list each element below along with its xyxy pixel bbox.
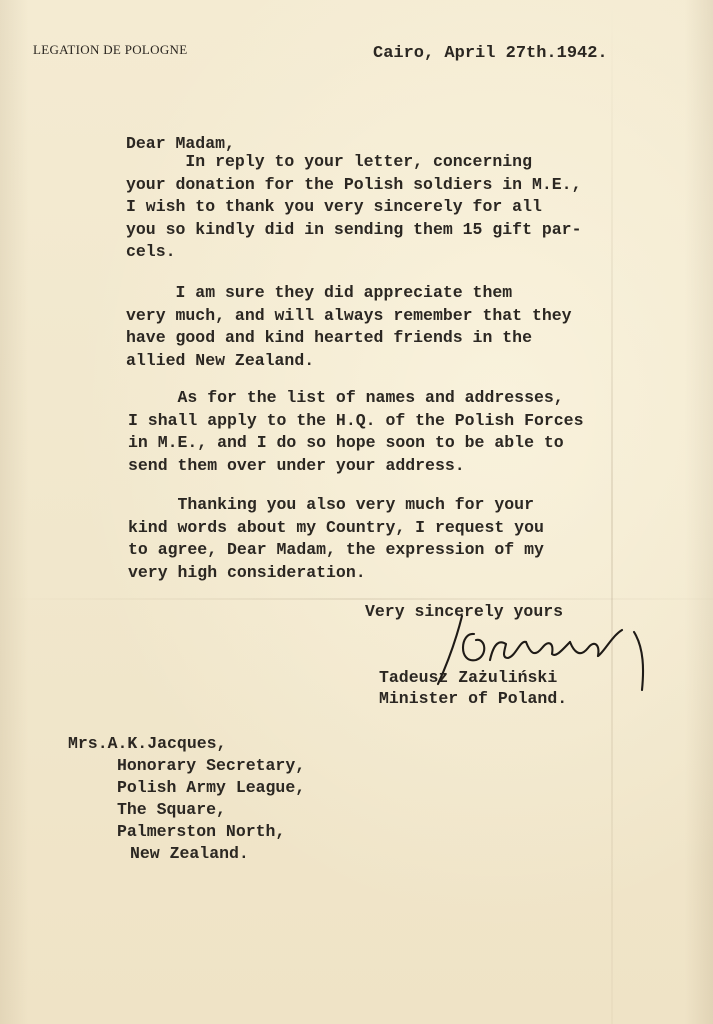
paper-fold-horizontal	[0, 598, 713, 600]
signatory-name: Tadeusz Zażuliński	[379, 668, 558, 687]
paragraph-line: have good and kind hearted friends in the	[126, 328, 532, 347]
paragraph-line: allied New Zealand.	[126, 350, 315, 370]
address-line: New Zealand.	[130, 844, 249, 863]
paragraph-line: very much, and will always remember that they	[126, 305, 572, 325]
paragraph-line: In reply to your letter, concerning	[126, 152, 532, 171]
dateline: Cairo, April 27th.1942.	[373, 44, 608, 63]
paragraph-line: I wish to thank you very sincerely for all	[126, 197, 542, 216]
body-paragraph-3	[128, 387, 583, 477]
paragraph-line: I am sure they did appreciate them	[126, 283, 513, 302]
paragraph-line: you so kindly did in sending them 15 gift par-	[126, 219, 582, 239]
address-line: The Square,	[117, 800, 226, 819]
complimentary-close: Very sincerely yours	[365, 602, 564, 621]
paragraph-line: to agree, Dear Madam, the expression of my	[128, 540, 544, 559]
address-line: Polish Army League,	[117, 778, 306, 797]
salutation: Dear Madam,	[126, 134, 235, 153]
paragraph-line: I shall apply to the H.Q. of the Polish Forces	[128, 410, 584, 430]
address-line: Mrs.A.K.Jacques,	[68, 734, 227, 753]
paper-fold-vertical	[611, 0, 613, 1024]
body-paragraph-4	[128, 494, 544, 584]
paragraph-line: Thanking you also very much for your	[128, 495, 534, 514]
paragraph-line: kind words about my Country, I request you	[128, 517, 544, 537]
address-line: Palmerston North,	[117, 822, 286, 841]
paragraph-line: send them over under your address.	[128, 455, 465, 475]
letterhead: LEGATION DE POLOGNE	[33, 42, 188, 57]
paragraph-line: very high consideration.	[128, 562, 366, 582]
paragraph-line: in M.E., and I do so hope soon to be able to	[128, 433, 564, 452]
address-line: Honorary Secretary,	[117, 756, 306, 775]
paragraph-line: your donation for the Polish soldiers in M.E.,	[126, 174, 582, 194]
paragraph-line: cels.	[126, 242, 176, 261]
body-paragraph-1	[126, 151, 581, 264]
paragraph-line: As for the list of names and addresses,	[128, 388, 564, 407]
signatory-title: Minister of Poland.	[379, 689, 568, 708]
body-paragraph-2	[126, 282, 572, 372]
